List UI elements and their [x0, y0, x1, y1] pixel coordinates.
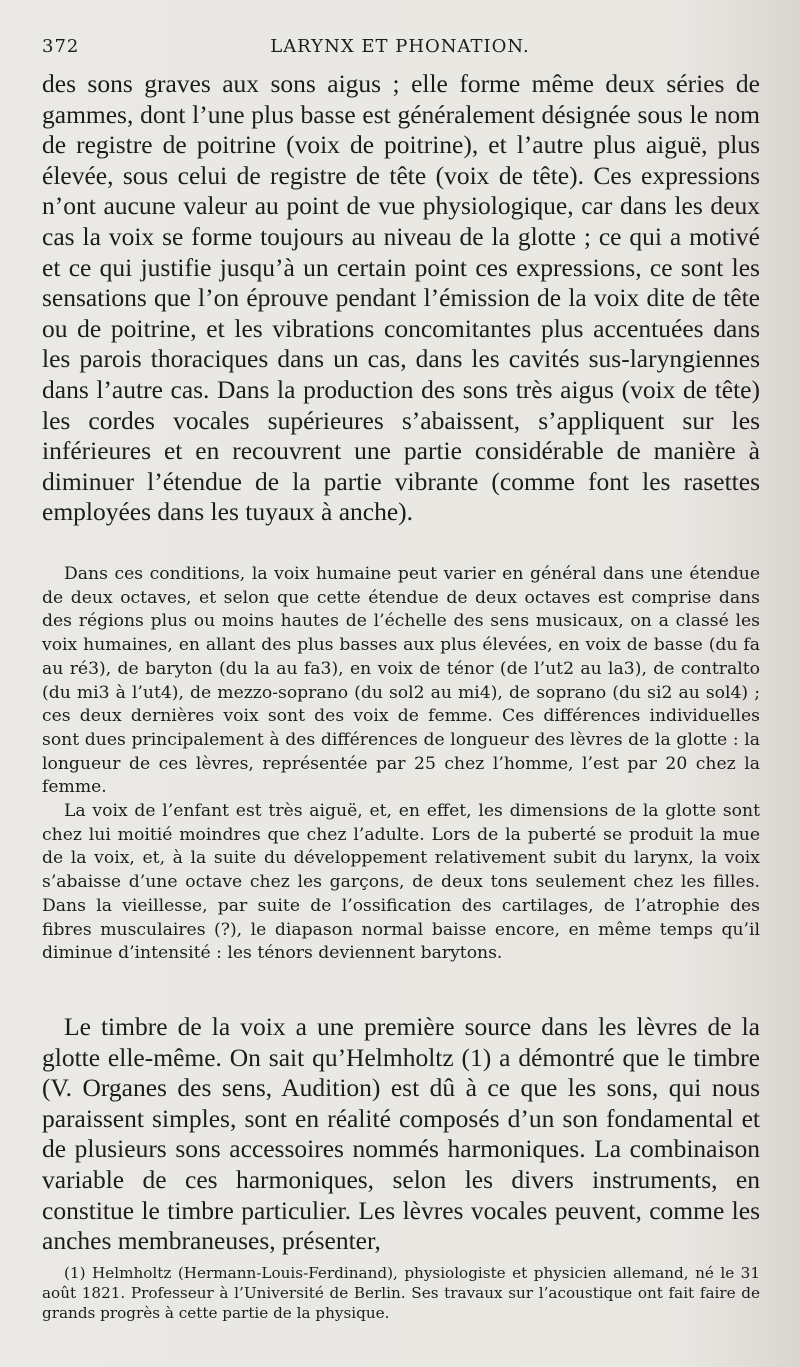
- small-paragraph-octaves: Dans ces conditions, la voix humaine peut varier en général dans une étendue de deux octaves, et selon que cette étendue de deux octaves est comprise dans des régions plus ou moins hautes de l’échelle des sens musicaux, on a classé les voix humaines, en allant des plus basses aux plus élevées, en voix de basse (du fa au ré3), de baryton (du la au fa3), en voix de ténor (de l’ut2 au la3), de contralto (du mi3 à l’ut4), de mezzo-soprano (du sol2 au mi4), de soprano (du si2 au sol4) ; ces deux dernières voix sont des voix de femme. Ces différences individuelles sont dues principalement à des différences de longueur des lèvres de la glotte : la longueur de ces lèvres, représentée par 25 chez l’homme, l’est par 20 chez la femme.: [42, 564, 760, 798]
- small-paragraph-child-voice: La voix de l’enfant est très aiguë, et, en effet, les dimensions de la glotte sont chez lui moitié moindres que chez l’adulte. Lors de la puberté se produit la mue de la voix, et, à la suite du développement relativement subit du larynx, la voix s’abaisse d’une octave chez les garçons, de deux tons seulement chez les filles. Dans la vieillesse, par suite de l’ossification des cartilages, de l’atrophie des fibres musculaires (?), le diapason normal baisse encore, en même temps qu’il diminue d’intensité : les ténors deviennent barytons.: [42, 801, 760, 964]
- main-text-block-1: [42, 69, 760, 528]
- page-header: [42, 36, 758, 62]
- small-text-block: [42, 563, 760, 966]
- page-number: 372: [42, 36, 80, 57]
- main-text-block-2: [42, 1012, 760, 1257]
- footnote: (1) Helmholtz (Hermann-Louis-Ferdinand), physiologiste et physicien allemand, né le 31 août 1821. Professeur à l’Université de Berlin. Ses travaux sur l’acoustique ont fait faire de grands progrès à cette partie de la physique.: [42, 1264, 760, 1322]
- body-paragraph-timbre: Le timbre de la voix a une première source dans les lèvres de la glotte elle-même. On sait qu’Helmholtz (1) a démontré que le timbre (V. Organes des sens, Audition) est dû à ce que les sons, qui nous paraissent simples, sont en réalité composés d’un son fondamental et de plusieurs sons accessoires nommés harmoniques. La combinaison variable de ces harmoniques, selon les divers instruments, en constitue le timbre particulier. Les lèvres vocales peuvent, comme les anches membraneuses, présenter,: [42, 1012, 760, 1256]
- running-title: LARYNX ET PHONATION.: [270, 36, 530, 57]
- body-paragraph-1: des sons graves aux sons aigus ; elle forme même deux séries de gammes, dont l’une plus basse est généralement désignée sous le nom de registre de poitrine (voix de poitrine), et l’autre plus aiguë, plus élevée, sous celui de registre de tête (voix de tête). Ces expressions n’ont aucune valeur au point de vue physiologique, car dans les deux cas la voix se forme toujours au niveau de la glotte ; ce qui a motivé et ce qui justifie jusqu’à un certain point ces expressions, ce sont les sensations que l’on éprouve pendant l’émission de la voix dite de tête ou de poitrine, et les vibrations concomitantes plus accentuées dans les parois thoraciques dans un cas, dans les cavités sus-laryngiennes dans l’autre cas. Dans la production des sons très aigus (voix de tête) les cordes vocales supérieures s’abaissent, s’appliquent sur les inférieures et en recouvrent une partie considérable de manière à diminuer l’étendue de la partie vibrante (comme font les rasettes employées dans les tuyaux à anche).: [42, 69, 760, 527]
